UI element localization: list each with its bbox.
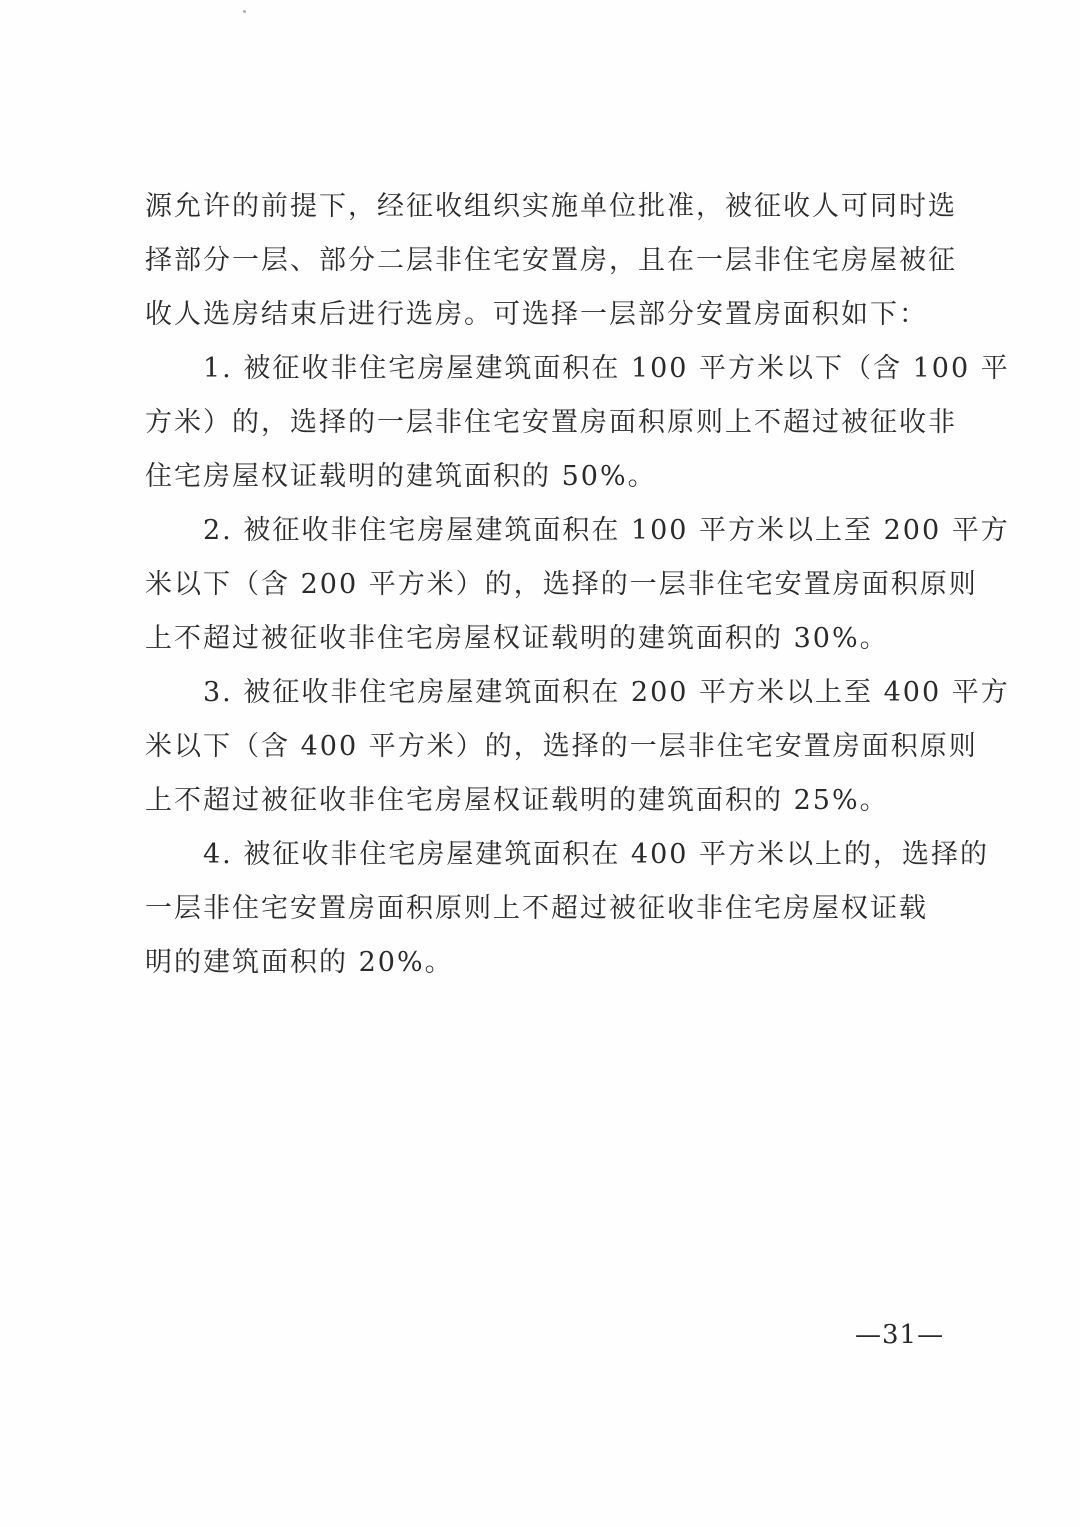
document-body (145, 180, 1010, 990)
page-number: —31— (855, 1320, 945, 1350)
text-line: 米以下（含 200 平方米）的，选择的一层非住宅安置房面积原则 (145, 569, 978, 600)
text-line: 1. 被征收非住宅房屋建筑面积在 100 平方米以下（含 100 平 (203, 353, 1010, 384)
text-line: 4. 被征收非住宅房屋建筑面积在 400 平方米以上的，选择的 (203, 839, 990, 870)
text-line: 一层非住宅安置房面积原则上不超过被征收非住宅房屋权证载 (145, 893, 928, 924)
text-line: 2. 被征收非住宅房屋建筑面积在 100 平方米以上至 200 平方 (203, 515, 1010, 546)
text-line: 上不超过被征收非住宅房屋权证载明的建筑面积的 30%。 (145, 623, 889, 654)
text-line: 源允许的前提下，经征收组织实施单位批准，被征收人可同时选 (145, 191, 957, 222)
scan-speck (243, 10, 246, 13)
text-line: 住宅房屋权证载明的建筑面积的 50%。 (145, 461, 657, 492)
text-line: 择部分一层、部分二层非住宅安置房，且在一层非住宅房屋被征 (145, 245, 957, 276)
text-line: 米以下（含 400 平方米）的，选择的一层非住宅安置房面积原则 (145, 731, 978, 762)
text-line: 3. 被征收非住宅房屋建筑面积在 200 平方米以上至 400 平方 (203, 677, 1010, 708)
text-line: 方米）的，选择的一层非住宅安置房面积原则上不超过被征收非 (145, 407, 957, 438)
text-line: 收人选房结束后进行选房。可选择一层部分安置房面积如下： (145, 299, 928, 330)
text-line: 上不超过被征收非住宅房屋权证载明的建筑面积的 25%。 (145, 785, 889, 816)
text-line: 明的建筑面积的 20%。 (145, 947, 454, 978)
